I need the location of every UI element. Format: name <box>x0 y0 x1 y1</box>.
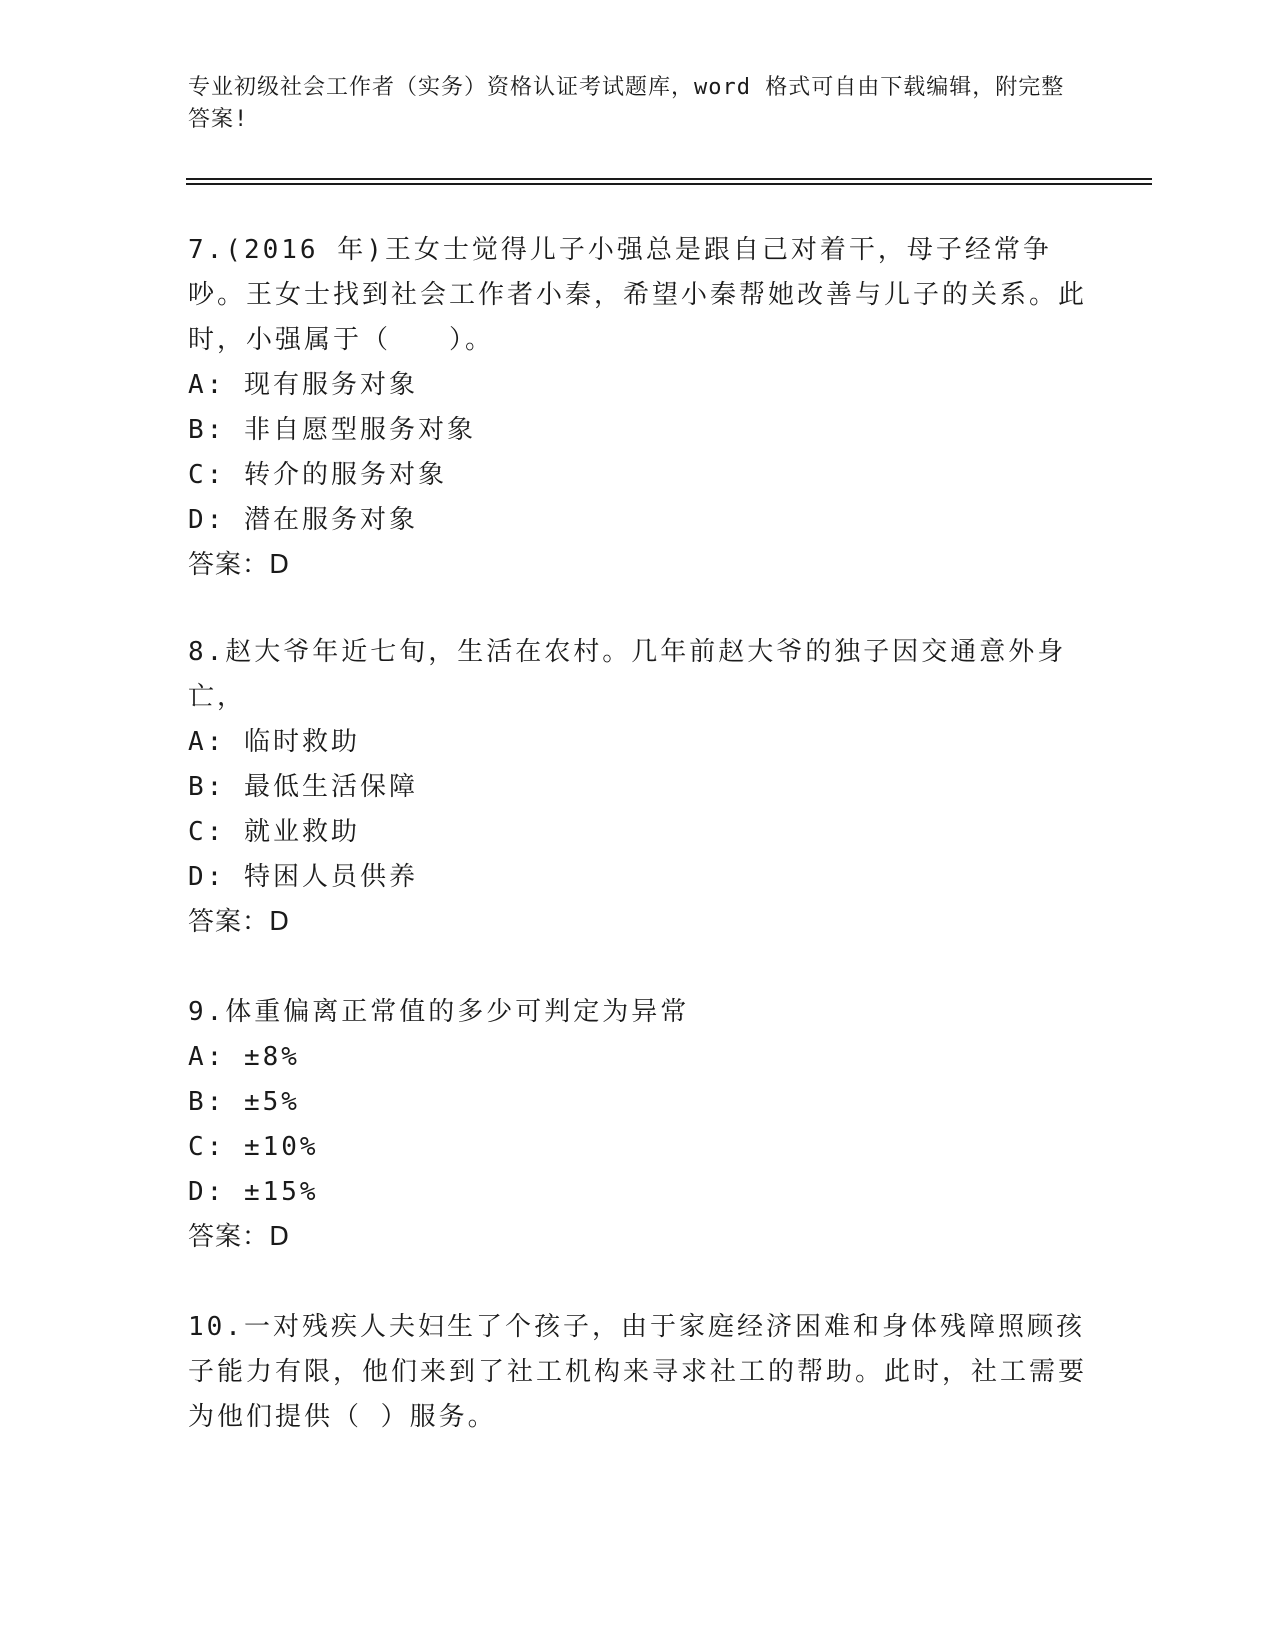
option-a: A: 现有服务对象 <box>188 370 418 400</box>
answer: 答案：D <box>188 907 291 937</box>
option-list <box>188 1035 1088 1215</box>
question-8 <box>188 630 1088 945</box>
question-stem: 10.一对残疾人夫妇生了个孩子，由于家庭经济困难和身体残障照顾孩子能力有限，他们来到了社工机构来寻求社工的帮助。此时，社工需要为他们提供（ ）服务。 <box>188 1312 1088 1432</box>
option-d: D: 特困人员供养 <box>188 862 418 892</box>
option-list <box>188 363 1088 543</box>
answer: 答案：D <box>188 1222 291 1252</box>
option-b: B: 非自愿型服务对象 <box>188 415 476 445</box>
question-9 <box>188 990 1088 1260</box>
question-stem: 9.体重偏离正常值的多少可判定为异常 <box>188 997 690 1027</box>
option-list <box>188 720 1088 900</box>
option-c: C: 转介的服务对象 <box>188 460 447 490</box>
option-a: A: 临时救助 <box>188 727 360 757</box>
header-rule-top <box>186 178 1152 180</box>
document-header <box>188 72 1068 136</box>
question-stem: 8.赵大爷年近七旬，生活在农村。几年前赵大爷的独子因交通意外身亡， <box>188 637 1067 712</box>
option-d: D: ±15% <box>188 1177 319 1207</box>
question-7 <box>188 228 1088 588</box>
option-a: A: ±8% <box>188 1042 300 1072</box>
option-d: D: 潜在服务对象 <box>188 505 418 535</box>
header-text: 专业初级社会工作者（实务）资格认证考试题库，word 格式可自由下载编辑，附完整答案! <box>188 75 1065 132</box>
option-b: B: ±5% <box>188 1087 300 1117</box>
question-10 <box>188 1305 1088 1440</box>
question-stem: 7.(2016 年)王女士觉得儿子小强总是跟自己对着干，母子经常争吵。王女士找到社会工作者小秦，希望小秦帮她改善与儿子的关系。此时，小强属于（ ）。 <box>188 235 1088 355</box>
option-c: C: 就业救助 <box>188 817 360 847</box>
header-rule-bottom <box>186 183 1152 185</box>
answer: 答案：D <box>188 550 291 580</box>
option-c: C: ±10% <box>188 1132 319 1162</box>
option-b: B: 最低生活保障 <box>188 772 418 802</box>
